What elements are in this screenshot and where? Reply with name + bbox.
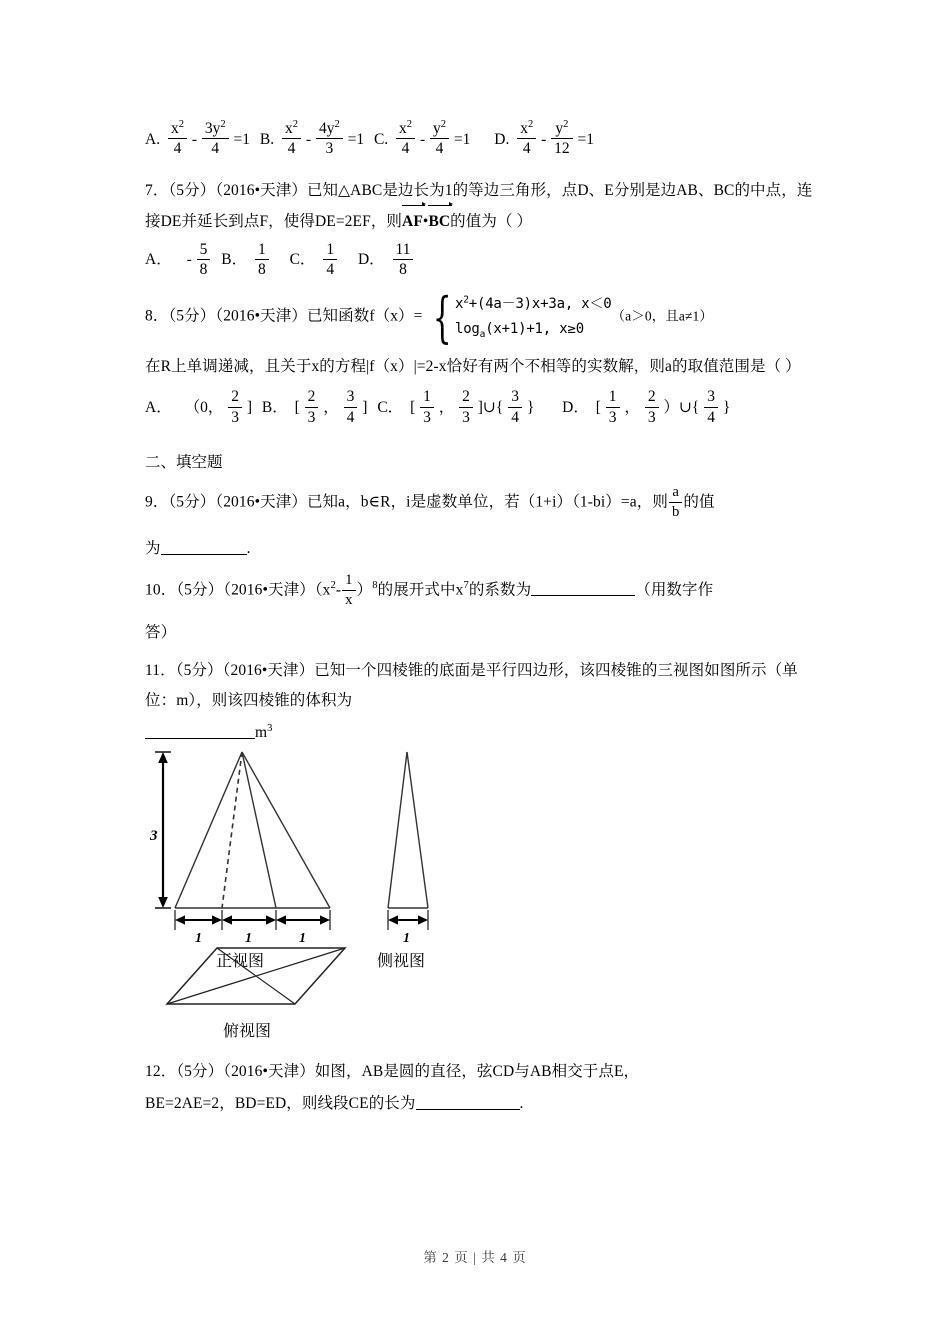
q9-answer-blank[interactable] xyxy=(161,539,247,556)
frac-b2-exp: 2 xyxy=(334,118,340,130)
front-seg3-label: 1 xyxy=(299,931,306,947)
q9-text-3: 为 xyxy=(145,540,161,558)
q12-number: 12． xyxy=(145,1063,177,1081)
q11-score: （5分） xyxy=(175,662,223,680)
q8-a-den: 3 xyxy=(231,408,239,426)
q8-b-mid: ， xyxy=(323,399,339,417)
q10-frac-den: x xyxy=(345,591,353,608)
height-label-3: 3 xyxy=(150,828,158,845)
option-a-q6[interactable] xyxy=(145,120,250,158)
q10-text: 的展开式中x xyxy=(377,581,464,599)
q9-frac-num: a xyxy=(669,484,682,502)
equals-c-q6: =1 xyxy=(453,130,471,148)
q8-d-mid: ， xyxy=(624,399,640,417)
q7-option-a-fraction xyxy=(197,241,211,279)
equals-b-q6: =1 xyxy=(347,130,365,148)
frac-c2-num: y xyxy=(432,120,441,137)
fraction-a2-q6 xyxy=(202,120,229,158)
frac-c1-num: x xyxy=(399,120,407,137)
q8-b-close: ] xyxy=(362,399,368,417)
q8-c-num3: 3 xyxy=(508,388,522,407)
q7-text-2: 的值为（ ） xyxy=(450,212,533,230)
front-view-dimensions xyxy=(175,910,330,930)
q10-number: 10． xyxy=(145,581,177,599)
option-c-label-q6: C. xyxy=(373,130,389,148)
q8-a-open: （0， xyxy=(184,399,224,417)
footer-text: 第 2 页 | 共 4 页 xyxy=(423,1250,527,1265)
q8-score: （5分） xyxy=(168,308,216,325)
q8-d-close: ）∪{ xyxy=(663,399,700,417)
q8-intro: 已知函数f（x）= xyxy=(306,308,423,325)
side-view-caption: 侧视图 xyxy=(377,953,426,971)
q8-c-open: [ xyxy=(410,399,416,417)
frac-b1-num: x xyxy=(285,120,293,137)
frac-b1-exp: 2 xyxy=(292,118,299,130)
frac-d2-num: y xyxy=(555,120,564,137)
q8-c-num2: 2 xyxy=(459,388,473,407)
q10-score: （5分） xyxy=(176,581,224,599)
q8-option-d[interactable] xyxy=(562,388,730,426)
q7-option-d-fraction xyxy=(393,241,414,279)
frac-d1-num: x xyxy=(520,120,528,137)
q7-a-num: 5 xyxy=(197,241,211,260)
question-6-options xyxy=(145,120,825,158)
frac-a1-exp: 2 xyxy=(178,118,184,130)
q9-text-2: 的值 xyxy=(683,493,715,511)
q8-d-fraction-2 xyxy=(645,388,659,426)
q8-d-den2: 3 xyxy=(647,408,656,426)
q8-d-open: [ xyxy=(595,399,601,417)
q7-option-c-fraction xyxy=(323,241,337,279)
q8-c-fraction-2 xyxy=(459,388,473,426)
minus-a-q6: - xyxy=(191,130,198,148)
q8-c-den2: 3 xyxy=(462,408,470,426)
q10-answer-blank[interactable] xyxy=(531,580,635,597)
question-9 xyxy=(145,484,825,520)
q12-text: 如图，AB是圆的直径，弦CD与AB相交于点E， xyxy=(314,1063,640,1081)
page-footer xyxy=(0,1246,950,1266)
question-10 xyxy=(145,572,825,608)
q7-dot: • xyxy=(422,212,429,230)
fraction-a1-q6 xyxy=(168,120,187,158)
q11-unit: m xyxy=(255,724,268,742)
front-view-internal-edge xyxy=(242,752,276,908)
q8-condition: （a＞0，且a≠1） xyxy=(611,309,713,324)
q8-c-fraction-1 xyxy=(420,388,434,426)
page-content xyxy=(145,0,825,1119)
q10-power: 8 xyxy=(372,580,378,592)
q10-source: （2016•天津） xyxy=(223,581,315,599)
q7-option-b-fraction xyxy=(255,241,269,279)
section-two-heading xyxy=(145,448,825,478)
fraction-c1-q6 xyxy=(396,120,415,158)
vector-af: AF xyxy=(402,206,423,237)
q12-text-2: BE=2AE=2，BD=ED，则线段CE的长为 xyxy=(145,1095,416,1113)
frac-c1-exp: 2 xyxy=(406,118,413,130)
fraction-c2-q6 xyxy=(430,120,449,158)
q8-option-b[interactable] xyxy=(262,388,368,426)
frac-a1-num: x xyxy=(170,120,179,137)
frac-c1-den: 4 xyxy=(401,140,410,158)
frac-d1-exp: 2 xyxy=(527,118,534,130)
question-8-stem xyxy=(145,285,825,349)
frac-b2-den: 3 xyxy=(325,140,334,158)
question-11 xyxy=(145,656,825,716)
piecewise-case-1 xyxy=(455,292,612,317)
q8-option-a-label: A． xyxy=(145,399,172,417)
q8-c-den1: 3 xyxy=(423,408,431,426)
question-10-continued xyxy=(145,618,825,648)
q8-d-num3: 3 xyxy=(704,388,718,407)
case2-base: a xyxy=(479,329,486,341)
three-view-figure xyxy=(145,748,825,1053)
q7-option-a-sign: - xyxy=(186,251,192,269)
q12-period: . xyxy=(519,1095,524,1113)
option-a-label-q6: A. xyxy=(145,130,161,148)
left-brace-icon: { xyxy=(432,285,452,349)
case1-rest: +(4a－3)x+3a, x＜0 xyxy=(468,296,612,313)
q7-score: （5分） xyxy=(168,181,216,199)
q8-c-fraction-3 xyxy=(508,388,522,426)
q7-option-d[interactable] xyxy=(358,241,415,279)
fraction-d2-q6 xyxy=(551,120,573,158)
fraction-b1-q6 xyxy=(282,120,301,158)
q8-c-mid: ， xyxy=(438,399,455,417)
frac-b1-den: 4 xyxy=(287,140,296,158)
question-7-options xyxy=(145,241,825,279)
option-d-q6[interactable] xyxy=(494,120,594,158)
frac-d1-den: 4 xyxy=(522,140,531,158)
q7-b-den: 8 xyxy=(257,261,266,279)
question-7 xyxy=(145,176,825,237)
q8-option-c-label: C． xyxy=(377,399,404,417)
frac-c2-exp: 2 xyxy=(440,118,446,130)
q8-b-den1: 3 xyxy=(307,408,316,426)
case1-exp: 2 xyxy=(463,294,469,306)
question-12 xyxy=(145,1057,825,1087)
q8-b-den2: 4 xyxy=(346,408,355,426)
q8-option-a[interactable] xyxy=(145,388,252,426)
q8-text-2: 在R上单调递减，且关于x的方程|f（x）|=2-x恰好有两个不相等的实数解，则a的取值范围是（ ） xyxy=(145,358,801,376)
top-view-caption: 俯视图 xyxy=(223,1023,272,1041)
q9-number: 9． xyxy=(145,493,169,511)
minus-d-q6: - xyxy=(541,130,547,148)
front-view-caption: 正视图 xyxy=(216,953,265,971)
q10-text-2: 的系数为 xyxy=(468,581,532,599)
case1-base: x xyxy=(454,296,464,313)
piecewise-case-2 xyxy=(455,317,612,342)
q10-x-exp: 7 xyxy=(463,580,469,592)
q10-fraction-1-over-x xyxy=(342,572,355,608)
q10-expr-minus: - xyxy=(335,581,342,599)
side-view-dimensions xyxy=(388,910,428,930)
q12-answer-blank[interactable] xyxy=(416,1094,520,1111)
q8-c-close: ]∪{ xyxy=(477,399,504,417)
minus-c-q6: - xyxy=(419,130,426,148)
option-d-label-q6: D. xyxy=(494,130,510,148)
q8-c-close-2: } xyxy=(526,399,535,417)
q11-number: 11． xyxy=(145,662,176,680)
q7-option-b[interactable] xyxy=(221,241,269,279)
question-12-continued xyxy=(145,1089,825,1119)
q8-b-open: [ xyxy=(294,399,300,417)
front-seg1-label: 1 xyxy=(195,931,202,947)
q8-c-num1: 1 xyxy=(420,388,434,407)
q8-d-den1: 3 xyxy=(608,408,617,426)
section-two-title: 二、填空题 xyxy=(145,454,223,472)
q8-d-num2: 2 xyxy=(645,388,659,407)
q8-d-close-2: } xyxy=(722,399,731,417)
case2-rest: (x+1)+1, x≥0 xyxy=(485,321,584,338)
frac-c2-den: 4 xyxy=(435,140,444,158)
q11-source: （2016•天津） xyxy=(222,662,315,680)
q9-fraction-a-over-b xyxy=(669,484,682,520)
q8-option-d-label: D． xyxy=(562,399,589,417)
q7-option-d-label: D． xyxy=(357,251,385,269)
q10-expr-exp: 2 xyxy=(330,580,336,592)
q8-b-fraction-2 xyxy=(344,388,358,426)
q7-source: （2016•天津） xyxy=(215,181,307,199)
option-c-q6[interactable] xyxy=(374,120,470,158)
q11-answer-blank[interactable] xyxy=(145,723,255,740)
q8-source: （2016•天津） xyxy=(215,308,307,325)
frac-a2-exp: 2 xyxy=(220,118,226,130)
case2-log: log xyxy=(454,321,480,338)
q7-text-1: 已知△ABC是边长为1的等边三角形，点D、E分别是边AB、BC的中点，连接DE并延长到点F，使得DE=2EF，则 xyxy=(145,181,813,230)
side-width-label: 1 xyxy=(403,931,410,947)
q8-b-num2: 3 xyxy=(344,388,358,407)
q7-option-b-label: B． xyxy=(221,251,248,269)
q9-text: 已知a，b∈R，i是虚数单位，若（1+i）（1-bi）=a，则 xyxy=(306,493,668,511)
question-9-blank-line xyxy=(145,534,825,564)
q8-number: 8． xyxy=(145,308,169,325)
frac-a2-den: 4 xyxy=(211,140,220,158)
q7-option-a[interactable] xyxy=(145,241,211,279)
q8-option-c[interactable] xyxy=(377,388,534,426)
fraction-d1-q6 xyxy=(517,120,536,158)
q7-option-c-label: C． xyxy=(289,251,316,269)
frac-a2-num: 3y xyxy=(204,120,221,137)
frac-b2-num: 4y xyxy=(318,120,335,137)
q11-text: 已知一个四棱锥的底面是平行四边形，该四棱锥的三视图如图所示（单位：m），则该四棱锥的体积为 xyxy=(145,662,798,710)
q9-score: （5分） xyxy=(168,493,216,511)
q10-expr-close: ） xyxy=(356,581,373,599)
q7-a-den: 8 xyxy=(199,261,208,279)
q9-source: （2016•天津） xyxy=(215,493,307,511)
q8-a-close: ] xyxy=(246,399,253,417)
three-view-svg xyxy=(145,748,585,1048)
frac-d2-den: 12 xyxy=(554,140,570,158)
q12-source: （2016•天津） xyxy=(223,1063,315,1081)
minus-b-q6: - xyxy=(305,130,312,148)
frac-a1-den: 4 xyxy=(173,140,182,158)
equals-d-q6: =1 xyxy=(577,130,595,148)
q10-text-4: 答） xyxy=(145,624,177,642)
frac-d2-exp: 2 xyxy=(563,118,569,130)
question-8-continued xyxy=(145,352,825,382)
side-view-outline xyxy=(388,752,428,908)
q8-b-num1: 2 xyxy=(305,388,319,407)
question-11-blank-line xyxy=(145,718,825,748)
q8-c-den3: 4 xyxy=(511,408,519,426)
front-seg2-label: 1 xyxy=(245,931,252,947)
option-b-label-q6: B. xyxy=(259,130,275,148)
q8-d-num1: 1 xyxy=(606,388,620,407)
q8-a-fraction xyxy=(228,388,242,426)
vector-bc: BC xyxy=(428,206,450,237)
q10-frac-num: 1 xyxy=(342,572,355,590)
fraction-b2-q6 xyxy=(316,120,343,158)
equals-a-q6: =1 xyxy=(233,130,251,148)
q7-option-c[interactable] xyxy=(290,241,338,279)
q7-number: 7． xyxy=(145,181,169,199)
q12-score: （5分） xyxy=(176,1063,224,1081)
q7-b-num: 1 xyxy=(255,241,269,260)
q8-d-fraction-3 xyxy=(704,388,718,426)
q7-option-a-label: A． xyxy=(145,251,172,269)
q9-period: . xyxy=(246,540,251,558)
q7-d-den: 8 xyxy=(399,261,407,279)
q7-c-num: 1 xyxy=(323,241,337,260)
front-view-outline xyxy=(175,752,330,908)
q10-text-3: （用数字作 xyxy=(635,581,714,599)
piecewise-function xyxy=(425,285,612,349)
q8-b-fraction-1 xyxy=(305,388,319,426)
q10-expr-open: （x xyxy=(314,581,331,599)
q11-unit-exp: 3 xyxy=(267,722,273,734)
q8-a-num: 2 xyxy=(228,388,242,407)
q8-option-b-label: B． xyxy=(261,399,288,417)
q8-d-fraction-1 xyxy=(606,388,620,426)
question-8-options xyxy=(145,388,825,426)
option-b-q6[interactable] xyxy=(260,120,364,158)
q9-frac-den: b xyxy=(671,503,680,520)
q8-d-den3: 4 xyxy=(707,408,715,426)
q7-d-num: 11 xyxy=(393,241,414,260)
piecewise-cases xyxy=(455,292,612,342)
q7-c-den: 4 xyxy=(326,261,335,279)
